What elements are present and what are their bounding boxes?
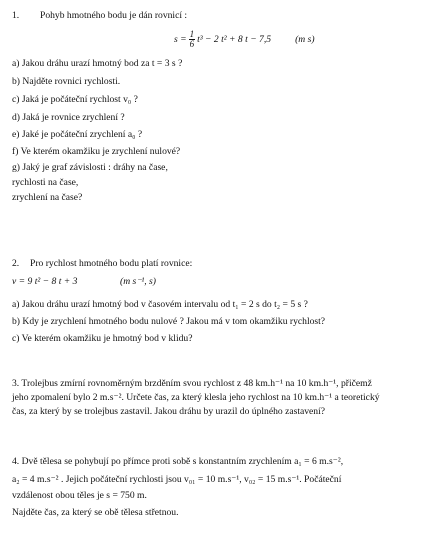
problem-1-number: 1. bbox=[12, 10, 20, 21]
problem-2-heading: Pro rychlost hmotného bodu platí rovnice: bbox=[30, 258, 193, 269]
question-1c: c) Jaká je počáteční rychlost v₀ ? bbox=[12, 94, 138, 105]
question-2a: a) Jakou dráhu urazí hmotný bod v časovém intervalu od t₁ = 2 s do t₂ = 5 s ? bbox=[12, 299, 308, 310]
equation-rest: t³ − 2 t² + 8 t − 7,5 bbox=[197, 33, 272, 45]
problem-3-line1: 3. Trolejbus zmírní rovnoměrným brzděním svou rychlost z 48 km.h⁻¹ na 10 km.h⁻¹, přičemž bbox=[12, 378, 372, 389]
question-1e: e) Jaké je počáteční zrychlení a₀ ? bbox=[12, 129, 143, 140]
problem-4-line3: vzdálenost obou těles je s = 750 m. bbox=[12, 490, 147, 501]
question-1g-line3: zrychlení na čase? bbox=[12, 192, 83, 203]
question-2b: b) Kdy je zrychlení hmotného bodu nulové ? Jakou má v tom okamžiku rychlost? bbox=[12, 316, 326, 327]
equation-unit: (m s) bbox=[295, 33, 315, 45]
problem-3-line2: jeho zpomalení bylo 2 m.s⁻². Určete čas, za který klesla jeho rychlost na 10 km.h⁻¹ a teoretický bbox=[12, 392, 380, 403]
equation-lhs: s = bbox=[174, 33, 187, 45]
problem-3-line3: čas, za který by se trolejbus zastavil. Jakou dráhu by urazil do úplného zastavení? bbox=[12, 406, 326, 417]
fraction-denominator: 6 bbox=[189, 39, 195, 49]
question-2c: c) Ve kterém okamžiku je hmotný bod v klidu? bbox=[12, 333, 193, 344]
problem-2-equation-unit: (m s⁻¹, s) bbox=[120, 276, 156, 287]
problem-1-equation bbox=[174, 30, 315, 49]
problem-2-number: 2. bbox=[12, 258, 20, 269]
fraction-numerator: 1 bbox=[189, 29, 195, 39]
problem-4-line1: 4. Dvě tělesa se pohybují po přímce proti sobě s konstantním zrychlením a₁ = 6 m.s⁻², bbox=[12, 456, 344, 467]
equation-fraction bbox=[189, 30, 196, 49]
question-1d: d) Jaká je rovnice zrychlení ? bbox=[12, 112, 125, 123]
question-1g-line2: rychlosti na čase, bbox=[12, 177, 79, 188]
question-1a: a) Jakou dráhu urazí hmotný bod za t = 3 s ? bbox=[12, 58, 183, 69]
question-1b: b) Najděte rovnici rychlosti. bbox=[12, 76, 121, 87]
problem-4-line2: a₂ = 4 m.s⁻² . Jejich počáteční rychlosti jsou v₀₁ = 10 m.s⁻¹, v₀₂ = 15 m.s⁻¹. Počáteční bbox=[12, 474, 342, 485]
problem-1-heading: Pohyb hmotného bodu je dán rovnicí : bbox=[40, 10, 188, 21]
question-1f: f) Ve kterém okamžiku je zrychlení nulové? bbox=[12, 146, 181, 157]
question-1g: g) Jaký je graf závislosti : dráhy na čase, bbox=[12, 162, 168, 173]
problem-2-equation: v = 9 t² − 8 t + 3 bbox=[12, 276, 78, 287]
problem-4-line4: Najděte čas, za který se obě tělesa střetnou. bbox=[12, 507, 179, 518]
